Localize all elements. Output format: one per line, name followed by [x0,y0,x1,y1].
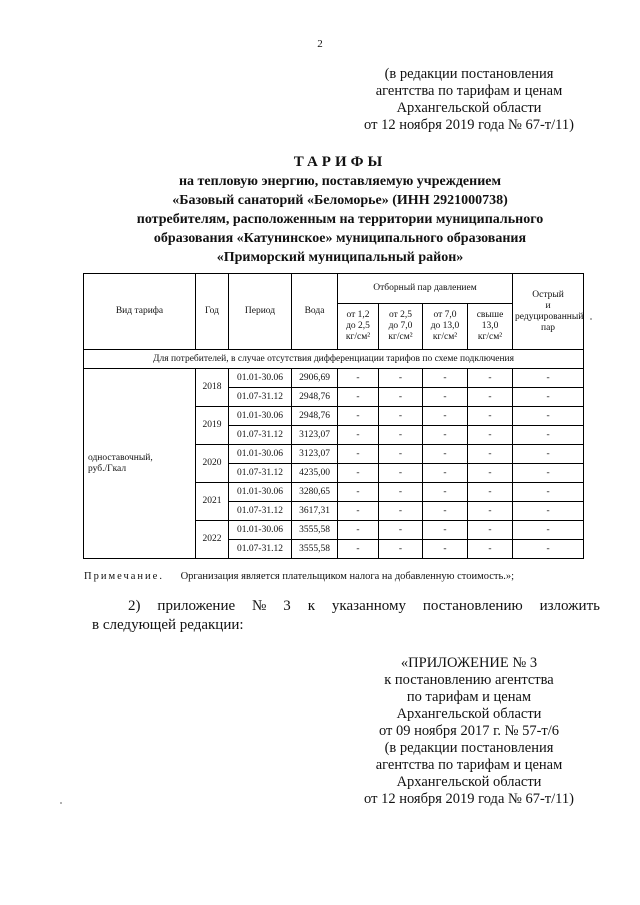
header-sharp-line: пар [541,322,556,333]
header-pressure-3 [423,304,468,350]
tariff-kind-line: одноставочный, [88,452,153,463]
document-title [60,152,620,267]
dash-cell: - [338,502,379,521]
water-value: 3555,58 [292,521,338,540]
dash-cell: - [379,521,423,540]
title-heading: ТАРИФЫ [293,154,387,170]
dash-cell: - [468,445,513,464]
dash-cell: - [513,521,584,540]
header-pressure-text: до 7,0 [388,321,413,331]
paragraph-word: указанному [331,598,406,614]
dash-cell: - [379,502,423,521]
header-pressure-text: кг/см² [345,332,371,342]
dash-cell: - [423,388,468,407]
dash-cell: - [468,464,513,483]
paragraph-word: к [307,598,315,614]
period-cell: 01.07-31.12 [229,502,292,521]
appendix-line: по тарифам и ценам [406,689,532,705]
scan-speck [590,318,592,320]
section-row: Для потребителей, в случае отсутствия дифференциации тарифов по схеме подключения [84,350,584,369]
dash-cell: - [423,407,468,426]
dash-cell: - [513,407,584,426]
dash-cell: - [423,445,468,464]
header-pressure-text: от 2,5 [388,310,413,320]
dash-cell: - [423,540,468,559]
dash-cell: - [338,464,379,483]
dash-cell: - [468,502,513,521]
dash-cell: - [338,445,379,464]
dash-cell: - [379,388,423,407]
period-cell: 01.07-31.12 [229,426,292,445]
water-value: 4235,00 [292,464,338,483]
dash-cell: - [338,426,379,445]
tariff-kind-line: руб./Гкал [88,463,127,474]
dash-cell: - [338,483,379,502]
period-cell: 01.01-30.06 [229,369,292,388]
header-water: Вода [292,274,338,350]
scan-speck [60,802,62,804]
paragraph-word: приложение [157,598,236,614]
paragraph-word: постановлению [422,598,523,614]
dash-cell: - [513,464,584,483]
dash-cell: - [513,426,584,445]
year-cell: 2022 [196,521,229,559]
table-body [84,369,584,559]
header-pressure-text: от 1,2 [346,310,370,320]
dash-cell: - [513,369,584,388]
appendix-line: к постановлению агентства [384,672,554,688]
header-pressure-1 [338,304,379,350]
water-value: 3123,07 [292,445,338,464]
header-pressure-text: до 2,5 [346,321,370,331]
appendix-line: Архангельской области [396,706,542,722]
dash-cell: - [513,388,584,407]
header-sharp-steam [513,274,584,350]
dash-cell: - [338,388,379,407]
page-number: 2 [317,38,323,50]
paragraph-line: в следующей редакции: [92,617,244,633]
period-cell: 01.01-30.06 [229,407,292,426]
dash-cell: - [379,426,423,445]
dash-cell: - [379,445,423,464]
header-pressure-text: кг/см² [432,332,458,342]
dash-cell: - [338,540,379,559]
water-value: 3617,31 [292,502,338,521]
appendix-line: от 09 ноября 2017 г. № 57-т/6 [378,723,560,739]
dash-cell: - [468,369,513,388]
title-line: «Базовый санаторий «Беломорье» (ИНН 2921000738) [172,193,508,208]
period-cell: 01.07-31.12 [229,388,292,407]
dash-cell: - [468,540,513,559]
header-period: Период [229,274,292,350]
title-line: «Приморский муниципальный район» [216,250,464,265]
appendix-line: «ПРИЛОЖЕНИЕ № 3 [400,655,538,671]
appendix-line: Архангельской области [396,774,542,790]
appendix-header [330,655,608,808]
appendix-line: агентства по тарифам и ценам [375,757,563,773]
year-cell: 2018 [196,369,229,407]
header-note [330,66,608,134]
header-note-line: (в редакции постановления [384,66,554,82]
period-cell: 01.01-30.06 [229,483,292,502]
dash-cell: - [338,369,379,388]
water-value: 3555,58 [292,540,338,559]
appendix-line: (в редакции постановления [384,740,554,756]
water-value: 2948,76 [292,407,338,426]
header-steam: Отборный пар давлением [338,274,513,304]
dash-cell: - [468,407,513,426]
water-value: 2948,76 [292,388,338,407]
header-pressure-text: от 7,0 [433,310,457,320]
title-line: потребителям, расположенным на территории муниципального [136,212,544,227]
header-sharp-line: Острый [532,289,564,300]
year-cell: 2020 [196,445,229,483]
dash-cell: - [379,464,423,483]
water-value: 3123,07 [292,426,338,445]
header-note-line: Архангельской области [396,100,542,116]
paragraph-word: 3 [283,598,291,614]
period-cell: 01.07-31.12 [229,464,292,483]
dash-cell: - [513,445,584,464]
tariff-table [83,273,584,559]
dash-cell: - [423,483,468,502]
dash-cell: - [513,502,584,521]
header-pressure-text: кг/см² [388,332,413,342]
appendix-line: от 12 ноября 2019 года № 67-т/11) [364,791,574,807]
dash-cell: - [468,388,513,407]
water-value: 3280,65 [292,483,338,502]
dash-cell: - [338,407,379,426]
dash-cell: - [379,369,423,388]
header-pressure-text: кг/см² [477,332,503,342]
dash-cell: - [338,521,379,540]
paragraph-word: № [252,598,267,614]
note-label: Примечание. [84,571,164,582]
year-cell: 2021 [196,483,229,521]
dash-cell: - [379,407,423,426]
header-sharp-line: и [545,300,551,311]
dash-cell: - [468,483,513,502]
header-pressure-text: 13,0 [481,321,499,331]
dash-cell: - [423,521,468,540]
dash-cell: - [423,502,468,521]
dash-cell: - [379,540,423,559]
header-note-line: агентства по тарифам и ценам [375,83,563,99]
dash-cell: - [379,483,423,502]
header-sharp-line: редуцированный [515,311,584,322]
dash-cell: - [513,540,584,559]
dash-cell: - [423,464,468,483]
year-cell: 2019 [196,407,229,445]
water-value: 2906,69 [292,369,338,388]
dash-cell: - [423,426,468,445]
tariff-kind [84,369,196,559]
note-text: Организация является плательщиком налога на добавленную стоимость.»; [180,571,515,582]
header-year: Год [196,274,229,350]
table-row [84,369,584,388]
period-cell: 01.01-30.06 [229,445,292,464]
paragraph-word: изложить [539,598,600,614]
header-pressure-4 [468,304,513,350]
paragraph-line [92,597,600,616]
dash-cell: - [468,426,513,445]
period-cell: 01.01-30.06 [229,521,292,540]
title-line: на тепловую энергию, поставляемую учреждением [178,174,502,189]
amendment-paragraph [92,597,600,635]
header-pressure-text: до 13,0 [430,321,460,331]
dash-cell: - [423,369,468,388]
paragraph-word: 2) [128,598,141,614]
title-line: образования «Катунинское» муниципального образования [153,231,527,246]
header-pressure-2 [379,304,423,350]
dash-cell: - [513,483,584,502]
table-note [84,571,514,582]
header-kind: Вид тарифа [84,274,196,350]
header-pressure-text: свыше [476,310,504,320]
period-cell: 01.07-31.12 [229,540,292,559]
header-note-line: от 12 ноября 2019 года № 67-т/11) [364,117,574,133]
dash-cell: - [468,521,513,540]
